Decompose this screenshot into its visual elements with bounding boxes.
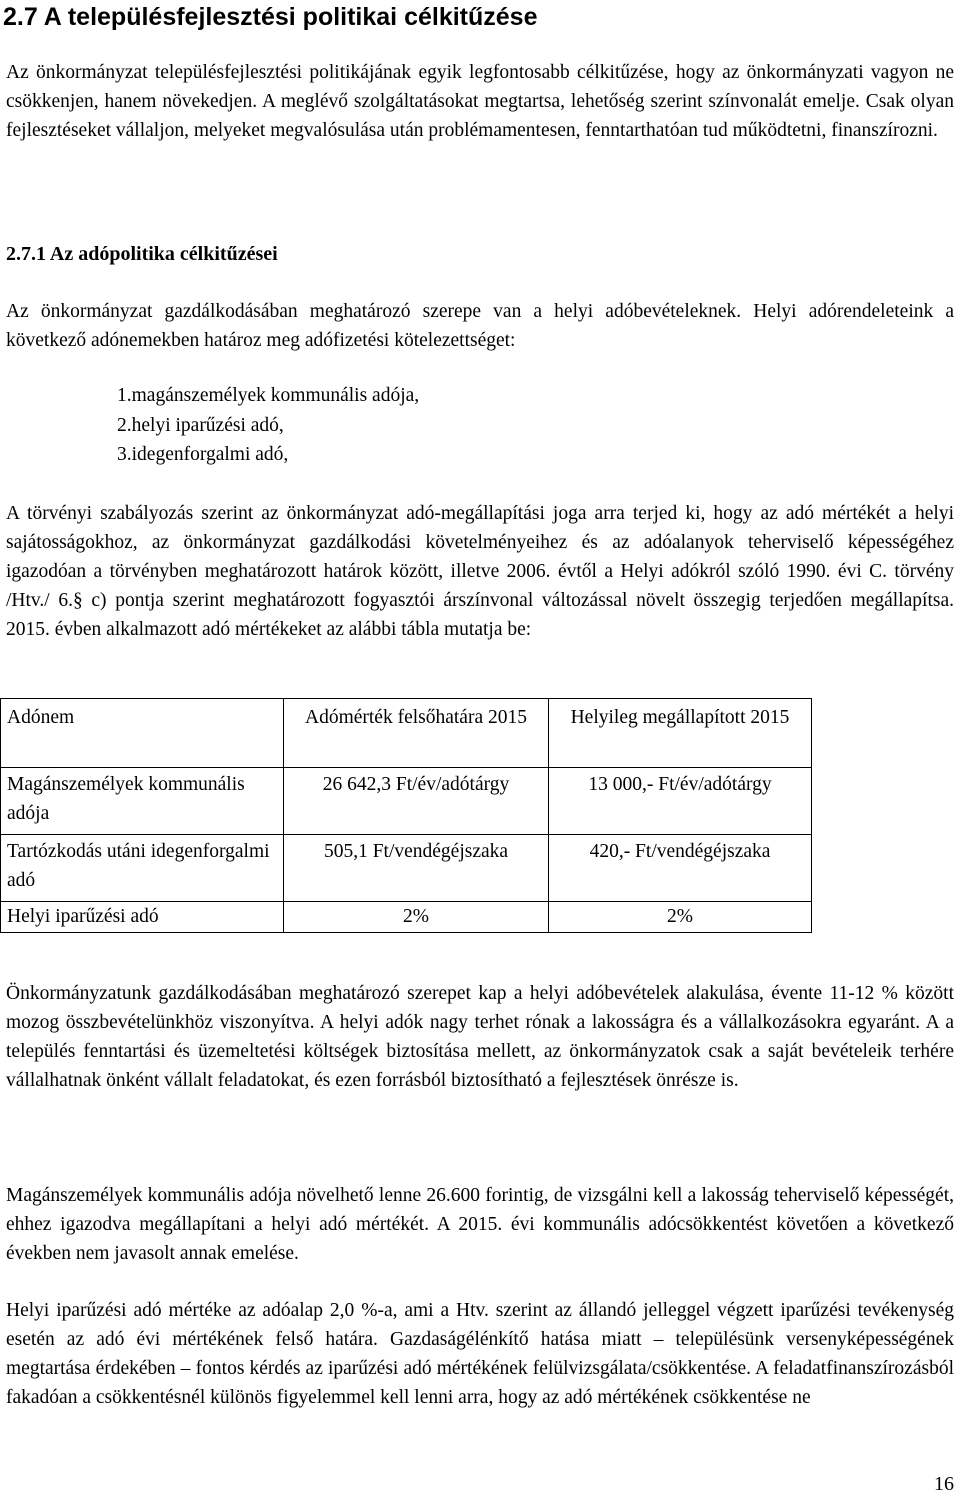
- paragraph-business-tax: Helyi iparűzési adó mértéke az adóalap 2,0 %-a, ami a Htv. szerint az állandó jelleggel végzett iparűzési tevékenység esetén az adó évi mértékének felső határa. Gazdaságélénkítő hatása miatt – településünk versenyképességének megtartása érdekében – fontos kérdés az iparűzési adó mértékének felülvizsgálata/csökkentése. A feladatfinanszírozásból fakadóan a csökkentésnél különös figyelemmel kell lenni arra, hogy az adó mértékének csökkentése ne: [6, 1300, 954, 1408]
- intro-paragraph: Az önkormányzat településfejlesztési politikájának egyik legfontosabb célkitűzése, hogy az önkormányzati vagyon ne csökkenjen, hanem növekedjen. A meglévő szolgáltatásokat megtartsa, lehetőség szerint színvonalát emelje. Csak olyan fejlesztéseket vállaljon, melyeket megvalósulása után problémamentesen, fenntarthatóan tud működtetni, finanszírozni.: [6, 62, 954, 141]
- table-row: [1, 835, 812, 902]
- table-cell: 13 000,- Ft/év/adótárgy: [549, 768, 812, 835]
- list-item: 1.magánszemélyek kommunális adója,: [117, 385, 420, 406]
- table-cell: Tartózkodás utáni idegenforgalmi adó: [1, 835, 284, 902]
- table-cell: 505,1 Ft/vendégéjszaka: [284, 835, 549, 902]
- tax-intro-paragraph: Az önkormányzat gazdálkodásában meghatározó szerepe van a helyi adóbevételeknek. Helyi adórendeleteink a következő adónemekben határoz meg adófizetési kötelezettséget:: [6, 301, 954, 351]
- list-item: 2.helyi iparűzési adó,: [117, 414, 284, 436]
- table-cell: 420,- Ft/vendégéjszaka: [549, 835, 812, 902]
- list-item: 3.idegenforgalmi adó,: [117, 444, 289, 465]
- header-upper-limit: Adómérték felsőhatára 2015: [284, 699, 549, 768]
- table-row: [1, 902, 812, 933]
- paragraph-communal-tax: Magánszemélyek kommunális adója növelhető lenne 26.600 forintig, de vizsgálni kell a lakosság teherviselő képességét, ehhez igazodva megállapítani a helyi adó mértékét. A 2015. évi kommunális adócsökkentést követően a következő években nem javasolt annak emelése.: [6, 1185, 954, 1264]
- page-number: 16: [934, 1473, 954, 1495]
- paragraph-role-of-taxes: Önkormányzatunk gazdálkodásában meghatározó szerepet kap a helyi adóbevételek alakulása, évente 11-12 % között mozog összbevételünkhöz viszonyítva. A helyi adók nagy terhet rónak a lakosságra és a vállalkozásokra egyaránt. A a település fenntartási és üzemeltetési költségek biztosítása mellett, az önkormányzatok csak a saját bevételeik terhére vállalhatnak önként vállalt feladatokat, és ezen forrásból biztosítható a fejlesztések önrésze is.: [6, 983, 954, 1091]
- tax-types-list: [117, 381, 419, 470]
- table-cell: 2%: [284, 902, 549, 933]
- legal-paragraph: A törvényi szabályozás szerint az önkormányzat adó-megállapítási joga arra terjed ki, hogy az adó mértékét a helyi sajátosságokhoz, az önkormányzat gazdálkodási követelményeihez és az adóalanyok teherviselő képességéhez igazodóan a törvényben meghatározott határok között, illetve 2006. évtől a Helyi adókról szóló 1990. évi C. törvény /Htv./ 6.§ c) pontja szerint meghatározott fogyasztói árszínvonal változással növelt összegig terjedően megállapítsa. 2015. évben alkalmazott adó mértékeket az alábbi tábla mutatja be:: [6, 503, 954, 640]
- header-tax-type: Adónem: [1, 699, 284, 768]
- table-row: [1, 768, 812, 835]
- table-cell: Helyi iparűzési adó: [1, 902, 284, 933]
- header-local-rate: Helyileg megállapított 2015: [549, 699, 812, 768]
- section-title: 2.7 A településfejlesztési politikai célkitűzése: [3, 3, 538, 31]
- table-cell: 2%: [549, 902, 812, 933]
- table-header-row: [1, 699, 812, 768]
- subsection-title: 2.7.1 Az adópolitika célkitűzései: [6, 243, 278, 265]
- table-cell: 26 642,3 Ft/év/adótárgy: [284, 768, 549, 835]
- table-cell: Magánszemélyek kommunális adója: [1, 768, 284, 835]
- tax-rates-table: [0, 698, 812, 933]
